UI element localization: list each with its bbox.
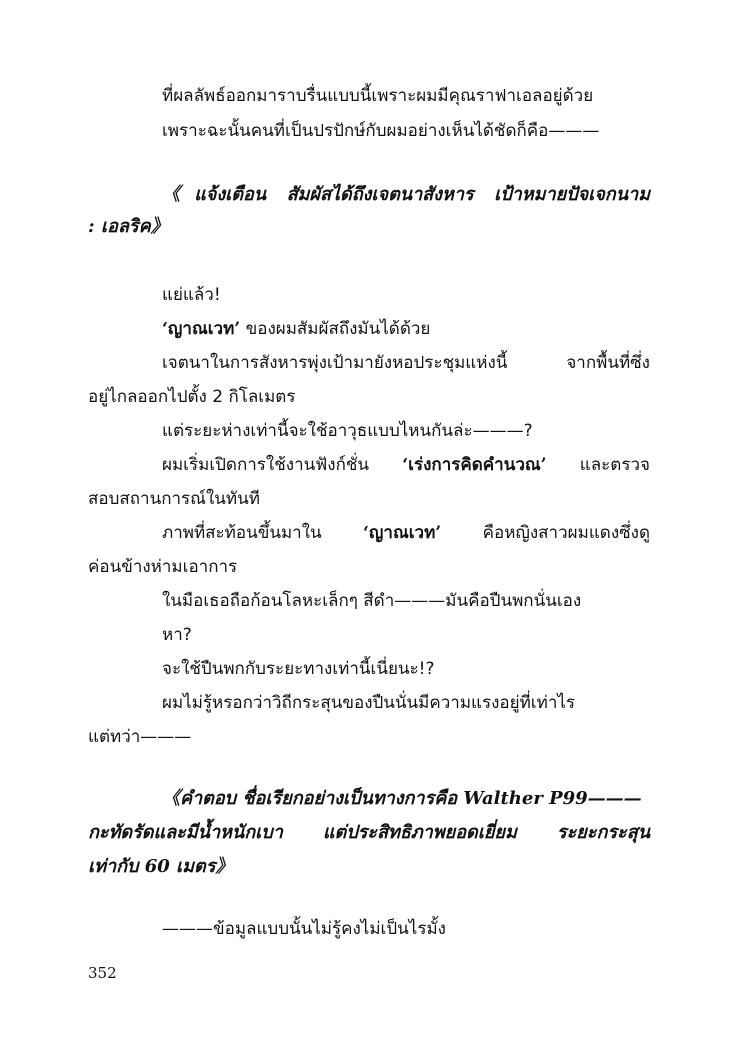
paragraph-line [162,317,650,341]
paragraph-line: แย่แล้ว! [162,285,221,305]
emphasis-text: ‘ญาณเวท’ [363,523,442,543]
paragraph-line [162,453,650,477]
paragraph-line: ในมือเธอถือก้อนโลหะเล็กๆ สีดำ———มันคือปืนพกนั่นเอง [162,591,582,611]
plain-text: ของผมสัมผัสถึงมันได้ด้วย [240,319,431,339]
plain-text: และตรวจ [546,455,650,475]
emphasis-text: ‘เร่งการคิดคำนวณ’ [402,455,547,475]
paragraph-line: แต่ทว่า——— [88,727,192,747]
paragraph-line: ———ข้อมูลแบบนั้นไม่รู้คงไม่เป็นไรมั้ง [162,919,446,939]
paragraph-line: เจตนาในการสังหารพุ่งเป้ามายังหอประชุมแห่งนี้ จากพื้นที่ซึ่ง [162,353,650,373]
paragraph-line: แต่ระยะห่างเท่านี้จะใช้อาวุธแบบไหนกันล่ะ———? [162,421,533,441]
paragraph-line: ผมไม่รู้หรอกว่าวิถีกระสุนของปืนนั่นมีความแรงอยู่ที่เท่าไร [162,693,576,713]
paragraph-line: อยู่ไกลออกไปตั้ง 2 กิโลเมตร [88,387,296,407]
paragraph-line: เพราะฉะนั้นคนที่เป็นปรปักษ์กับผมอย่างเห็นได้ชัดก็คือ——— [162,121,600,141]
system-message-line: กะทัดรัดและมีน้ำหนักเบา แต่ประสิทธิภาพยอดเยี่ยม ระยะกระสุน [88,822,650,843]
system-message-line: เท่ากับ 60 เมตร》 [88,856,234,877]
paragraph-line: ที่ผลลัพธ์ออกมาราบรื่นแบบนี้เพราะผมมีคุณราฟาเอลอยู่ด้วย [162,86,594,106]
page-number: 352 [88,964,117,982]
plain-text: คือหญิงสาวผมแดงซึ่งดู [441,523,650,543]
system-message-line: 《แจ้งเตือน สัมผัสได้ถึงเจตนาสังหาร เป้าหมายปัจเจกนาม [162,184,650,205]
emphasis-text: ‘ญาณเวท’ [162,319,241,339]
paragraph-line [162,521,650,545]
paragraph-line: ค่อนข้างห่ามเอาการ [88,557,238,577]
plain-text: ภาพที่สะท้อนขึ้นมาใน [162,523,364,543]
paragraph-line: สอบสถานการณ์ในทันที [88,489,260,509]
paragraph-line: จะใช้ปืนพกกับระยะทางเท่านี้เนี่ยนะ!? [162,659,435,679]
plain-text: ผมเริ่มเปิดการใช้งานฟังก์ชั่น [162,455,403,475]
paragraph-line: หา? [162,625,192,645]
system-message-line: : เอลริค》 [88,216,169,237]
system-message-line: 《คำตอบ ชื่อเรียกอย่างเป็นทางการคือ Walther P99——— [162,788,642,809]
